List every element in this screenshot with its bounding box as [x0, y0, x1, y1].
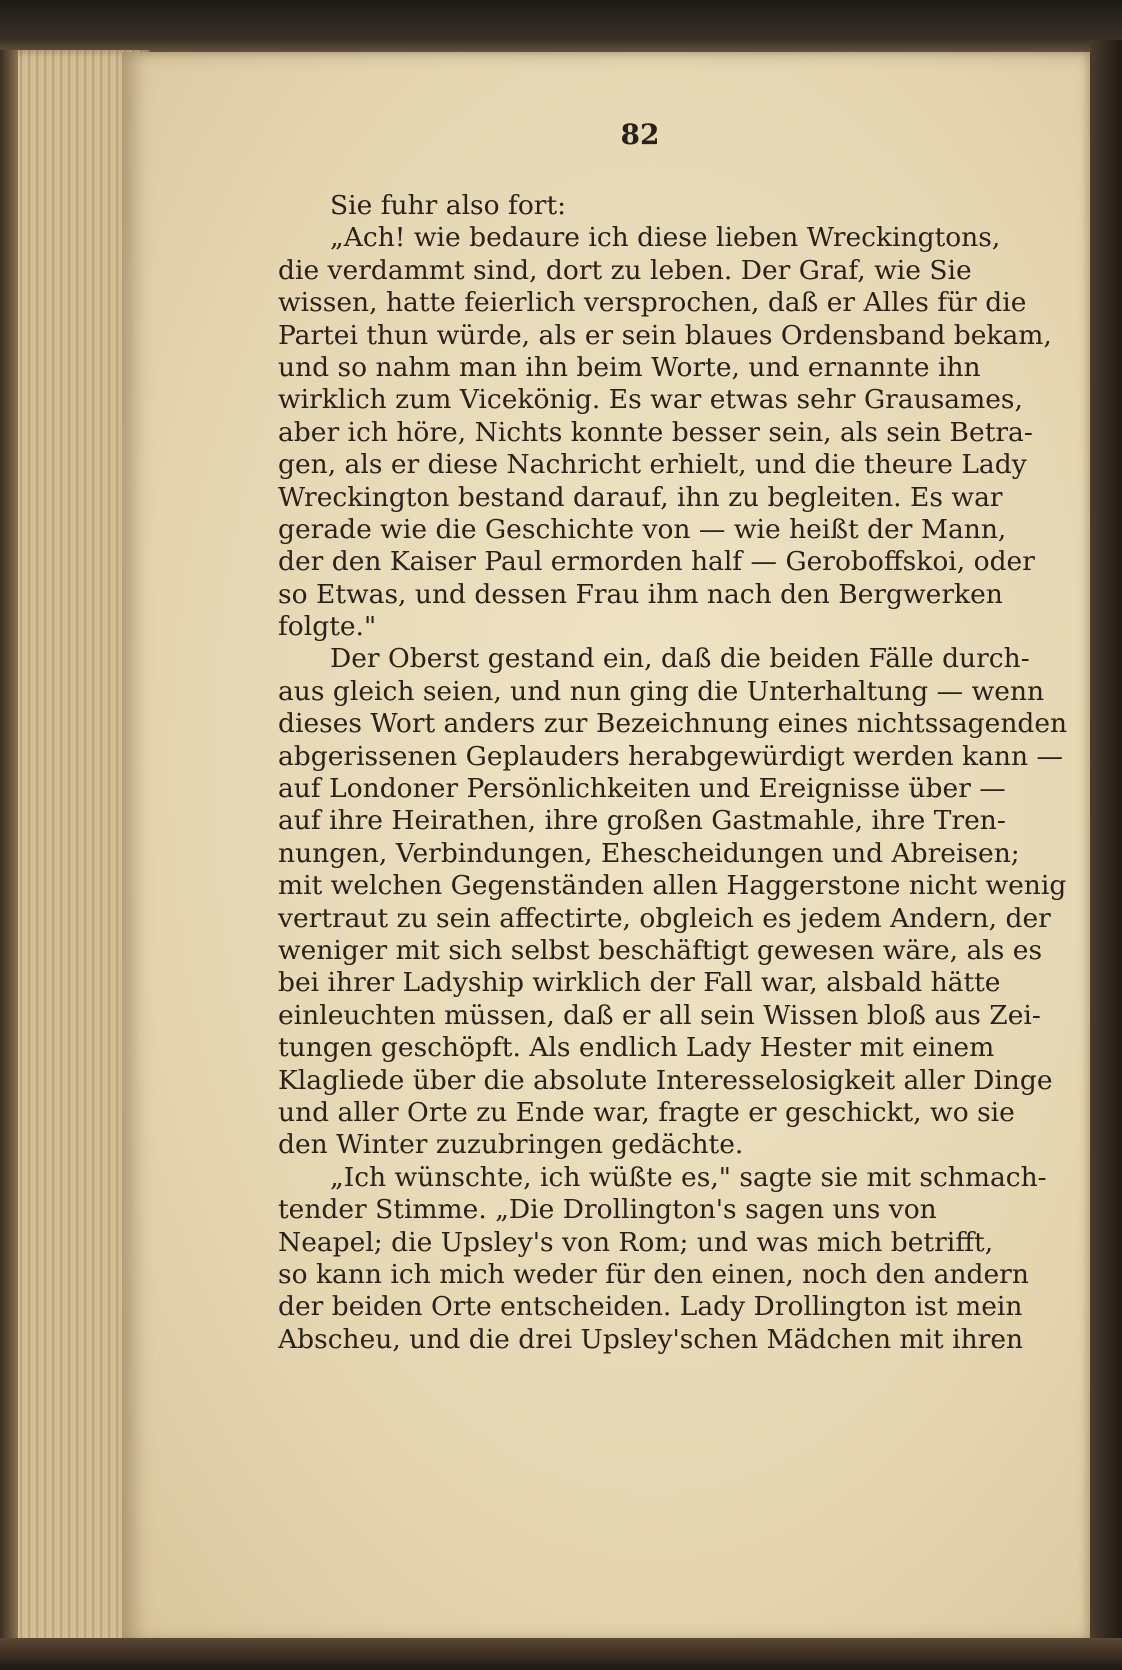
text-line: Abscheu, und die drei Upsley'schen Mädchen mit ihren [278, 1323, 1024, 1355]
text-line: so kann ich mich weder für den einen, noch den andern [278, 1258, 1029, 1290]
text-line: dieses Wort anders zur Bezeichnung eines nichtssagenden [278, 708, 1068, 740]
spine-shadow [0, 50, 18, 1650]
book-top-edge [0, 0, 1122, 56]
text-line: weniger mit sich selbst beschäftigt gewesen wäre, als es [278, 934, 1043, 966]
text-line: so Etwas, und dessen Frau ihm nach den Bergwerken [278, 578, 1003, 610]
text-line: abgerissenen Geplauders herabgewürdigt werden kann — [278, 740, 1063, 772]
body-text [278, 190, 1088, 1356]
text-line: nungen, Verbindungen, Ehescheidungen und Abreisen; [278, 837, 1020, 869]
text-line: auf Londoner Persönlichkeiten und Ereignisse über — [278, 773, 1006, 805]
text-line: Wreckington bestand darauf, ihn zu begleiten. Es war [278, 481, 1003, 513]
text-line: den Winter zuzubringen gedächte. [278, 1129, 744, 1161]
text-line: Klagliede über die absolute Interesselosigkeit aller Dinge [278, 1064, 1053, 1096]
text-line: aus gleich seien, und nun ging die Unterhaltung — wenn [278, 675, 1045, 707]
text-line: aber ich höre, Nichts konnte besser sein, als sein Betra- [278, 416, 1033, 448]
text-line: Sie fuhr also fort: [330, 190, 567, 221]
text-line: und so nahm man ihn beim Worte, und ernannte ihn [278, 351, 981, 383]
text-line: tungen geschöpft. Als endlich Lady Hester mit einem [278, 1032, 995, 1064]
text-line: wirklich zum Vicekönig. Es war etwas sehr Grausames, [278, 384, 1023, 416]
text-line: tender Stimme. „Die Drollington's sagen uns von [278, 1194, 937, 1226]
text-line: Der Oberst gestand ein, daß die beiden Fälle durch- [330, 643, 1030, 675]
book-right-edge [1090, 40, 1122, 1670]
text-line: folgte." [278, 611, 377, 643]
text-line: „Ich wünschte, ich wüßte es," sagte sie mit schmach- [330, 1161, 1047, 1193]
text-line: gerade wie die Geschichte von — wie heißt der Mann, [278, 513, 1007, 545]
text-line: bei ihrer Ladyship wirklich der Fall war, alsbald hätte [278, 967, 1001, 999]
text-line: wissen, hatte feierlich versprochen, daß er Alles für die [278, 287, 1027, 319]
text-line: gen, als er diese Nachricht erhielt, und die theure Lady [278, 449, 1027, 481]
text-line: Neapel; die Upsley's von Rom; und was mich betrifft, [278, 1226, 994, 1258]
book-bottom-edge [0, 1638, 1122, 1670]
text-line: der den Kaiser Paul ermorden half — Geroboffskoi, oder [278, 546, 1035, 578]
text-line: die verdammt sind, dort zu leben. Der Graf, wie Sie [278, 254, 972, 286]
text-line: der beiden Orte entscheiden. Lady Drollington ist mein [278, 1291, 1023, 1323]
text-line: Partei thun würde, als er sein blaues Ordensband bekam, [278, 319, 1052, 351]
text-line: einleuchten müssen, daß er all sein Wissen bloß aus Zei- [278, 999, 1041, 1031]
text-line: „Ach! wie bedaure ich diese lieben Wreckingtons, [330, 222, 1001, 254]
text-line: und aller Orte zu Ende war, fragte er geschickt, wo sie [278, 1096, 1015, 1128]
page-number: 82 [620, 118, 660, 151]
text-line: auf ihre Heirathen, ihre großen Gastmahle, ihre Tren- [278, 805, 1006, 837]
text-line: vertraut zu sein affectirte, obgleich es jedem Andern, der [278, 902, 1051, 934]
text-line: mit welchen Gegenständen allen Haggerstone nicht wenig [278, 870, 1067, 902]
